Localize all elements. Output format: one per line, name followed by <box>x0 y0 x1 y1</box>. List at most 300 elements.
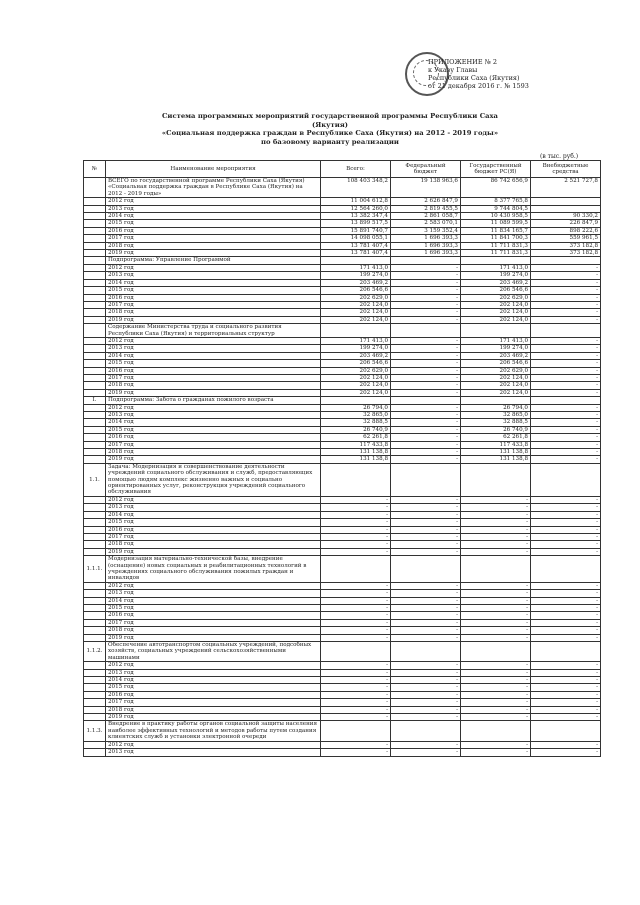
row-offbudget: - <box>531 541 601 548</box>
row-number <box>84 582 106 589</box>
row-number <box>84 220 106 227</box>
row-federal: 1 696 393,3 <box>391 250 461 257</box>
row-offbudget: - <box>531 662 601 669</box>
row-offbudget: - <box>531 294 601 301</box>
row-name: 2014 год <box>106 597 321 604</box>
row-total: 14 098 055,1 <box>321 235 391 242</box>
row-name: Обеспечение автотранспортом социальных учреждений, подсобных хозяйств, социальных учреждений сельскохозяйственными машинами <box>106 642 321 662</box>
row-federal: 2 819 455,5 <box>391 205 461 212</box>
row-name: 2019 год <box>106 250 321 257</box>
row-number <box>84 699 106 706</box>
row-offbudget: - <box>531 669 601 676</box>
row-federal: - <box>391 741 461 748</box>
table-row <box>84 511 601 518</box>
row-name: 2014 год <box>106 677 321 684</box>
table-row <box>84 619 601 626</box>
row-federal: - <box>391 669 461 676</box>
row-number <box>84 496 106 503</box>
table-row <box>84 412 601 419</box>
table-row <box>84 582 601 589</box>
row-federal: - <box>391 360 461 367</box>
row-offbudget <box>531 205 601 212</box>
row-offbudget: - <box>531 714 601 721</box>
row-total: - <box>321 526 391 533</box>
row-number <box>84 548 106 555</box>
row-state: - <box>461 619 531 626</box>
table-row <box>84 257 601 264</box>
row-federal: - <box>391 345 461 352</box>
row-state: 199 274,0 <box>461 345 531 352</box>
row-number <box>84 426 106 433</box>
row-number <box>84 287 106 294</box>
row-name: 2019 год <box>106 634 321 641</box>
row-name: 2013 год <box>106 590 321 597</box>
row-total <box>321 397 391 404</box>
row-number: 1.1.1. <box>84 556 106 583</box>
row-state: 32 888,5 <box>461 419 531 426</box>
row-federal: - <box>391 434 461 441</box>
row-federal: - <box>391 627 461 634</box>
table-row <box>84 374 601 381</box>
row-number <box>84 627 106 634</box>
row-offbudget <box>531 642 601 662</box>
row-federal: - <box>391 272 461 279</box>
row-state: 117 433,8 <box>461 441 531 448</box>
row-number: 1.1. <box>84 463 106 496</box>
row-federal: - <box>391 279 461 286</box>
table-row <box>84 382 601 389</box>
row-offbudget <box>531 556 601 583</box>
row-federal: 1 696 393,3 <box>391 235 461 242</box>
row-federal: - <box>391 316 461 323</box>
row-state: 26 740,9 <box>461 426 531 433</box>
row-offbudget: 559 961,5 <box>531 235 601 242</box>
row-name: 2017 год <box>106 441 321 448</box>
table-row <box>84 548 601 555</box>
row-name: 2012 год <box>106 741 321 748</box>
row-number <box>84 374 106 381</box>
table-row <box>84 389 601 396</box>
row-total: 203 469,2 <box>321 352 391 359</box>
row-state: 131 138,8 <box>461 449 531 456</box>
table-row <box>84 301 601 308</box>
row-name: 2013 год <box>106 345 321 352</box>
row-offbudget: 373 182,8 <box>531 242 601 249</box>
title-line2: «Социальная поддержка граждан в Республике Саха (Якутия) на 2012 - 2019 годы» <box>161 129 499 137</box>
row-total <box>321 257 391 264</box>
table-row <box>84 556 601 583</box>
row-state: 86 742 656,9 <box>461 178 531 198</box>
row-offbudget: - <box>531 627 601 634</box>
table-row <box>84 287 601 294</box>
row-name: Подпрограмма: Управление Программой <box>106 257 321 264</box>
row-federal: 2 583 070,1 <box>391 220 461 227</box>
row-total: 13 781 407,4 <box>321 250 391 257</box>
unit-label: (в тыс. руб.) <box>540 153 579 160</box>
row-total: - <box>321 511 391 518</box>
table-row <box>84 316 601 323</box>
row-total <box>321 324 391 338</box>
row-offbudget: - <box>531 582 601 589</box>
row-state: 202 629,0 <box>461 367 531 374</box>
row-federal: - <box>391 382 461 389</box>
row-state: - <box>461 597 531 604</box>
row-offbudget: - <box>531 264 601 271</box>
row-number <box>84 456 106 463</box>
header-no: № <box>84 161 106 178</box>
row-offbudget: 2 521 727,8 <box>531 178 601 198</box>
row-federal: - <box>391 456 461 463</box>
row-number <box>84 205 106 212</box>
row-federal: - <box>391 496 461 503</box>
row-number <box>84 264 106 271</box>
row-state: - <box>461 634 531 641</box>
row-offbudget: - <box>531 548 601 555</box>
row-total: 199 274,0 <box>321 345 391 352</box>
table-row <box>84 213 601 220</box>
row-number <box>84 404 106 411</box>
row-number <box>84 178 106 198</box>
row-state <box>461 397 531 404</box>
row-state: - <box>461 604 531 611</box>
row-total <box>321 463 391 496</box>
row-state: 11 711 831,3 <box>461 250 531 257</box>
row-total: - <box>321 619 391 626</box>
appendix-line2: к Указу Главы <box>428 66 478 74</box>
row-number <box>84 389 106 396</box>
row-name: 2016 год <box>106 526 321 533</box>
table-row <box>84 533 601 540</box>
row-offbudget: - <box>531 272 601 279</box>
row-offbudget: - <box>531 337 601 344</box>
row-number <box>84 360 106 367</box>
row-total: 62 261,8 <box>321 434 391 441</box>
row-number <box>84 272 106 279</box>
row-federal <box>391 257 461 264</box>
row-name: 2013 год <box>106 205 321 212</box>
row-state: 131 138,8 <box>461 456 531 463</box>
row-total: - <box>321 706 391 713</box>
row-federal: - <box>391 301 461 308</box>
row-state: - <box>461 526 531 533</box>
row-federal: - <box>391 404 461 411</box>
table-row <box>84 684 601 691</box>
row-total: - <box>321 714 391 721</box>
row-offbudget: - <box>531 345 601 352</box>
header-total: Всего: <box>321 161 391 178</box>
row-total: - <box>321 597 391 604</box>
table-row <box>84 526 601 533</box>
row-offbudget <box>531 257 601 264</box>
table-row <box>84 235 601 242</box>
row-offbudget: 373 182,8 <box>531 250 601 257</box>
row-number <box>84 662 106 669</box>
row-federal <box>391 642 461 662</box>
row-total: - <box>321 741 391 748</box>
row-name: 2019 год <box>106 548 321 555</box>
row-number <box>84 519 106 526</box>
row-offbudget: - <box>531 456 601 463</box>
row-federal: - <box>391 374 461 381</box>
table-row <box>84 741 601 748</box>
row-total: 12 564 260,0 <box>321 205 391 212</box>
row-federal: - <box>391 519 461 526</box>
row-name: 2012 год <box>106 496 321 503</box>
row-state: - <box>461 627 531 634</box>
row-number <box>84 294 106 301</box>
row-number <box>84 213 106 220</box>
row-total: - <box>321 662 391 669</box>
row-name: 2018 год <box>106 627 321 634</box>
table-row <box>84 706 601 713</box>
table-row <box>84 178 601 198</box>
row-name: 2017 год <box>106 699 321 706</box>
header-offbudget: Внебюджетные средства <box>531 161 601 178</box>
row-total: - <box>321 519 391 526</box>
row-state: - <box>461 706 531 713</box>
row-offbudget: - <box>531 419 601 426</box>
row-federal: - <box>391 441 461 448</box>
row-state: 206 546,6 <box>461 360 531 367</box>
row-offbudget: - <box>531 316 601 323</box>
row-name: 2018 год <box>106 541 321 548</box>
row-federal <box>391 721 461 741</box>
row-number <box>84 242 106 249</box>
row-federal: - <box>391 619 461 626</box>
row-offbudget: - <box>531 519 601 526</box>
row-state: 206 546,6 <box>461 287 531 294</box>
title-line1: Система программных мероприятий государственной программы Республики Саха (Якутия) <box>162 112 498 129</box>
row-offbudget <box>531 463 601 496</box>
row-number <box>84 198 106 205</box>
table-row <box>84 714 601 721</box>
row-state: - <box>461 541 531 548</box>
row-federal: 1 696 393,3 <box>391 242 461 249</box>
row-total: 202 124,0 <box>321 382 391 389</box>
row-name: 2012 год <box>106 662 321 669</box>
row-offbudget: 226 847,9 <box>531 220 601 227</box>
row-state: - <box>461 714 531 721</box>
row-offbudget: - <box>531 749 601 756</box>
row-total: 108 403 348,2 <box>321 178 391 198</box>
row-federal: - <box>391 426 461 433</box>
row-total: - <box>321 634 391 641</box>
row-federal: 3 159 352,4 <box>391 227 461 234</box>
row-federal: - <box>391 604 461 611</box>
row-total: - <box>321 749 391 756</box>
row-total: 202 124,0 <box>321 309 391 316</box>
row-number <box>84 714 106 721</box>
row-offbudget <box>531 721 601 741</box>
row-state: - <box>461 504 531 511</box>
row-total: - <box>321 604 391 611</box>
row-name: Содержание Министерства труда и социального развития Республики Саха (Якутия) и территориальных структур <box>106 324 321 338</box>
row-number <box>84 279 106 286</box>
table-row <box>84 463 601 496</box>
row-number: 1.1.3. <box>84 721 106 741</box>
row-total <box>321 556 391 583</box>
table-row <box>84 397 601 404</box>
row-state <box>461 642 531 662</box>
row-number <box>84 604 106 611</box>
row-number <box>84 677 106 684</box>
row-state: 171 413,0 <box>461 337 531 344</box>
row-total: - <box>321 590 391 597</box>
row-state: - <box>461 741 531 748</box>
row-number <box>84 337 106 344</box>
row-offbudget: - <box>531 301 601 308</box>
row-federal: - <box>391 749 461 756</box>
row-total: 171 413,0 <box>321 264 391 271</box>
row-total: 203 469,2 <box>321 279 391 286</box>
row-federal <box>391 556 461 583</box>
row-offbudget: - <box>531 526 601 533</box>
row-offbudget: - <box>531 374 601 381</box>
row-name: 2019 год <box>106 456 321 463</box>
table-row <box>84 404 601 411</box>
row-name: Внедрение в практику работы органов социальной защиты населения наиболее эффективных технологий и методов работы путем создания клиентских служб и установки электронной очереди <box>106 721 321 741</box>
row-state: 11 711 831,3 <box>461 242 531 249</box>
row-name: 2015 год <box>106 287 321 294</box>
row-number <box>84 526 106 533</box>
table-row <box>84 504 601 511</box>
row-state <box>461 324 531 338</box>
table-row <box>84 264 601 271</box>
row-total: - <box>321 627 391 634</box>
table-row <box>84 642 601 662</box>
row-name: 2017 год <box>106 533 321 540</box>
row-state: 11 834 165,7 <box>461 227 531 234</box>
table-row <box>84 198 601 205</box>
row-name: 2016 год <box>106 434 321 441</box>
row-name: 2019 год <box>106 714 321 721</box>
row-federal: - <box>391 677 461 684</box>
row-offbudget: - <box>531 619 601 626</box>
row-federal: - <box>391 548 461 555</box>
row-offbudget <box>531 324 601 338</box>
row-state: - <box>461 511 531 518</box>
row-state: - <box>461 691 531 698</box>
row-federal <box>391 324 461 338</box>
row-offbudget: - <box>531 533 601 540</box>
row-offbudget <box>531 397 601 404</box>
row-state: 202 124,0 <box>461 389 531 396</box>
row-number <box>84 235 106 242</box>
table-row <box>84 279 601 286</box>
program-table <box>83 160 601 757</box>
table-row <box>84 294 601 301</box>
row-number <box>84 511 106 518</box>
row-name: 2014 год <box>106 352 321 359</box>
row-state: 32 865,0 <box>461 412 531 419</box>
row-total: 199 274,0 <box>321 272 391 279</box>
row-number: I. <box>84 397 106 404</box>
row-offbudget: - <box>531 404 601 411</box>
row-name: 2012 год <box>106 198 321 205</box>
row-total: 202 124,0 <box>321 374 391 381</box>
row-number <box>84 684 106 691</box>
row-number <box>84 619 106 626</box>
row-federal: - <box>391 337 461 344</box>
row-name: 2017 год <box>106 235 321 242</box>
row-number <box>84 345 106 352</box>
row-offbudget: - <box>531 367 601 374</box>
row-name: 2019 год <box>106 316 321 323</box>
row-number <box>84 250 106 257</box>
row-state <box>461 721 531 741</box>
row-state: 9 744 804,5 <box>461 205 531 212</box>
row-state <box>461 463 531 496</box>
row-total: 202 124,0 <box>321 316 391 323</box>
row-number <box>84 382 106 389</box>
row-federal: - <box>391 634 461 641</box>
row-number <box>84 419 106 426</box>
row-state: 199 274,0 <box>461 272 531 279</box>
row-offbudget: - <box>531 382 601 389</box>
row-total: - <box>321 699 391 706</box>
table-row <box>84 367 601 374</box>
table-row <box>84 691 601 698</box>
row-state: 26 794,0 <box>461 404 531 411</box>
table-row <box>84 352 601 359</box>
row-offbudget: - <box>531 360 601 367</box>
row-total: 26 794,0 <box>321 404 391 411</box>
row-name: 2018 год <box>106 706 321 713</box>
row-federal: - <box>391 367 461 374</box>
row-federal: - <box>391 526 461 533</box>
row-state: - <box>461 662 531 669</box>
row-total <box>321 721 391 741</box>
row-offbudget: - <box>531 426 601 433</box>
row-state: - <box>461 612 531 619</box>
row-state: 202 124,0 <box>461 382 531 389</box>
table-row <box>84 662 601 669</box>
table-header-row <box>84 161 601 178</box>
row-number <box>84 597 106 604</box>
row-name: 2017 год <box>106 619 321 626</box>
row-federal: - <box>391 389 461 396</box>
row-number <box>84 316 106 323</box>
row-offbudget: - <box>531 511 601 518</box>
table-row <box>84 699 601 706</box>
row-offbudget: 90 330,2 <box>531 213 601 220</box>
row-offbudget: - <box>531 590 601 597</box>
row-offbudget: - <box>531 412 601 419</box>
row-state <box>461 556 531 583</box>
row-name: 2012 год <box>106 404 321 411</box>
row-name: 2012 год <box>106 582 321 589</box>
row-number <box>84 412 106 419</box>
row-offbudget: - <box>531 597 601 604</box>
table-row <box>84 242 601 249</box>
row-state: 62 261,8 <box>461 434 531 441</box>
row-name: 2018 год <box>106 309 321 316</box>
table-row <box>84 604 601 611</box>
row-offbudget: - <box>531 684 601 691</box>
row-federal: - <box>391 706 461 713</box>
row-number <box>84 257 106 264</box>
row-state: - <box>461 699 531 706</box>
row-federal: - <box>391 714 461 721</box>
row-state: - <box>461 496 531 503</box>
table-row <box>84 634 601 641</box>
row-state: - <box>461 669 531 676</box>
table-body <box>84 178 601 757</box>
row-name: 2016 год <box>106 227 321 234</box>
table-row <box>84 749 601 756</box>
row-total: - <box>321 669 391 676</box>
table-row <box>84 419 601 426</box>
